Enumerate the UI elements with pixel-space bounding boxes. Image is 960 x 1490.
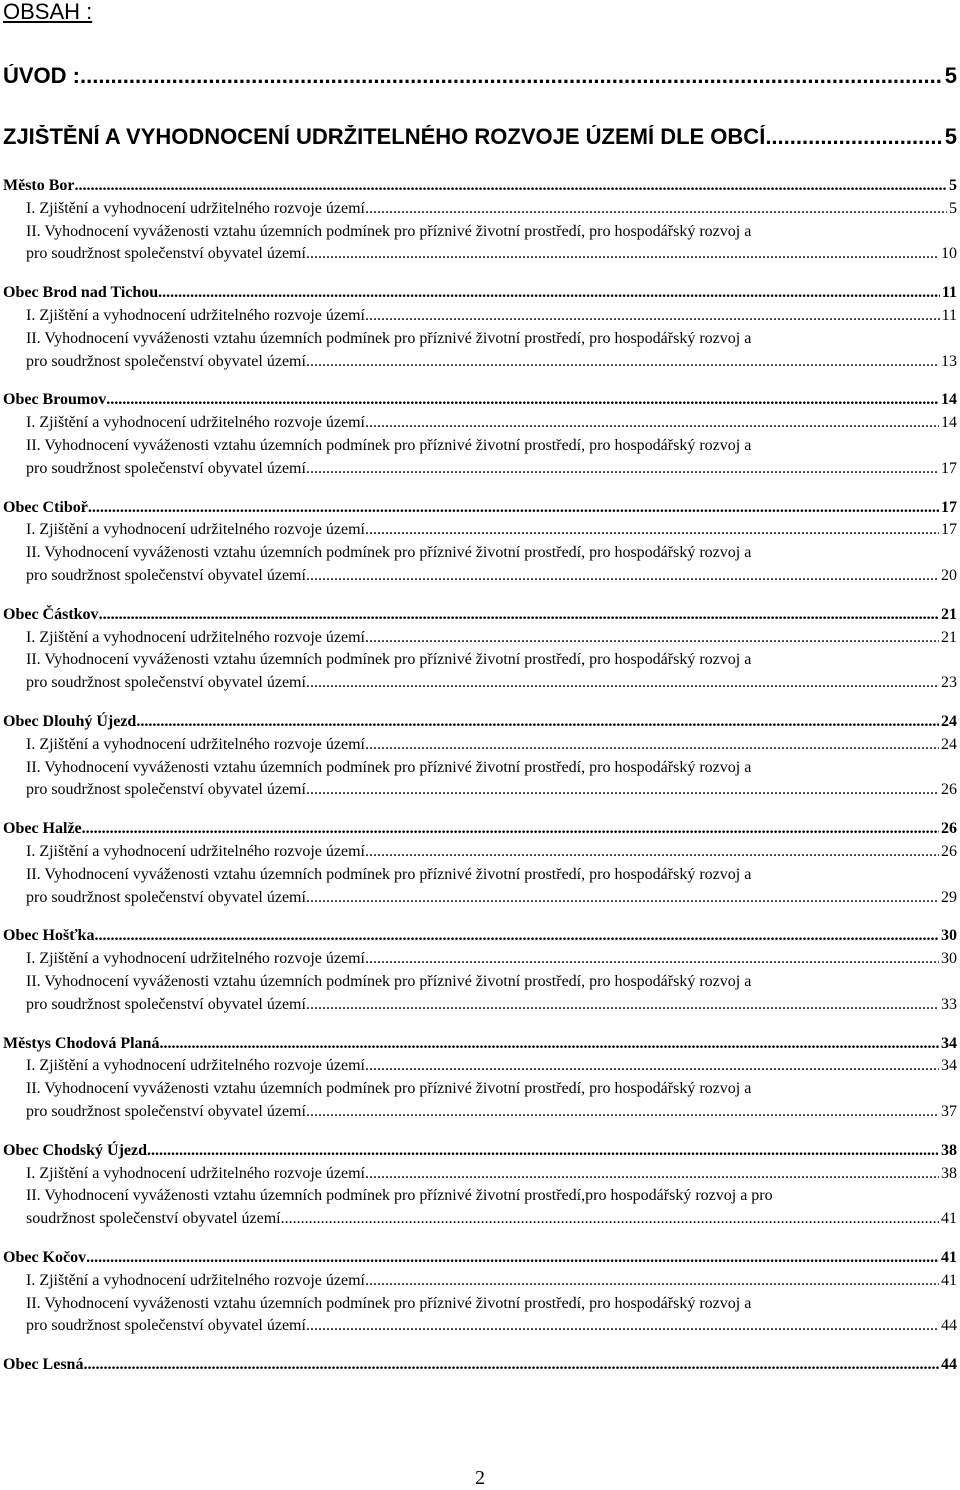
toc-entry-page: 30 bbox=[941, 927, 957, 945]
toc-entry-title: ZJIŠTĚNÍ A VYHODNOCENÍ UDRŽITELNÉHO ROZVOJE ÚZEMÍ DLE OBCÍ bbox=[3, 125, 766, 149]
toc-entry-page: 29 bbox=[941, 888, 957, 906]
toc-municipality-entry[interactable] bbox=[3, 389, 957, 411]
toc-entry-page: 26 bbox=[941, 781, 957, 799]
toc-entry-title: I. Zjištění a vyhodnocení udržitelného rozvoje území bbox=[26, 735, 365, 753]
toc-dot-leader bbox=[306, 887, 939, 909]
toc-section-entry[interactable] bbox=[26, 565, 957, 587]
toc-entry-title: soudržnost společenství obyvatel území bbox=[26, 1210, 281, 1228]
toc-dot-leader bbox=[365, 948, 939, 970]
toc-entry-title: I. Zjištění a vyhodnocení udržitelného rozvoje území bbox=[26, 843, 365, 860]
toc-entry-title: I. Zjištění a vyhodnocení udržitelného rozvoje území bbox=[26, 1164, 365, 1182]
toc-entry-page: 41 bbox=[941, 1210, 957, 1228]
toc-section-entry[interactable] bbox=[26, 1101, 957, 1123]
toc-section-entry-line[interactable]: II. Vyhodnocení vyváženosti vztahu územních podmínek pro příznivé životní prostředí,pro hospodářský rozvoj a pro bbox=[26, 1187, 773, 1205]
toc-entry-page: 5 bbox=[944, 125, 957, 149]
toc-dot-leader bbox=[306, 351, 939, 373]
toc-entry-page: 30 bbox=[941, 950, 957, 968]
toc-dot-leader bbox=[365, 627, 939, 649]
toc-heading: OBSAH : bbox=[3, 0, 93, 24]
toc-dot-leader bbox=[365, 734, 939, 756]
toc-entry-page: 26 bbox=[941, 820, 957, 838]
toc-municipality-entry[interactable] bbox=[3, 1354, 957, 1376]
toc-dot-leader bbox=[106, 389, 939, 411]
toc-entry-title: Městys Chodová Planá bbox=[3, 1034, 160, 1052]
toc-dot-leader bbox=[365, 1055, 939, 1077]
toc-municipality-entry[interactable] bbox=[3, 925, 957, 947]
toc-section-entry-line[interactable]: II. Vyhodnocení vyváženosti vztahu územních podmínek pro příznivé životní prostředí, pro hospodářský rozvoj a bbox=[26, 544, 752, 562]
toc-entry-title: pro soudržnost společenství obyvatel území bbox=[26, 1103, 306, 1120]
toc-entry-title: pro soudržnost společenství obyvatel území bbox=[26, 352, 306, 370]
toc-section-entry-line[interactable]: II. Vyhodnocení vyváženosti vztahu územních podmínek pro příznivé životní prostředí, pro hospodářský rozvoj a bbox=[26, 865, 752, 883]
toc-entry-page: 5 bbox=[949, 199, 957, 217]
toc-entry-page: 17 bbox=[941, 498, 957, 516]
toc-entry-page: 26 bbox=[941, 843, 957, 860]
toc-dot-leader bbox=[88, 497, 939, 519]
toc-section-entry-line[interactable]: II. Vyhodnocení vyváženosti vztahu územních podmínek pro příznivé životní prostředí, pro hospodářský rozvoj a bbox=[26, 329, 752, 347]
toc-entry-title: I. Zjištění a vyhodnocení udržitelného rozvoje území bbox=[26, 521, 365, 539]
toc-dot-leader bbox=[147, 1140, 939, 1162]
toc-dot-leader bbox=[365, 841, 939, 863]
toc-dot-leader bbox=[82, 818, 939, 840]
toc-entry-title: I. Zjištění a vyhodnocení udržitelného rozvoje území bbox=[26, 199, 365, 217]
toc-entry-title: Obec Ctiboř bbox=[3, 498, 88, 516]
toc-entry-title: I. Zjištění a vyhodnocení udržitelného rozvoje území bbox=[26, 307, 365, 324]
toc-entry-page: 38 bbox=[941, 1141, 957, 1159]
toc-section-entry-line[interactable]: II. Vyhodnocení vyváženosti vztahu územních podmínek pro příznivé životní prostředí, pro hospodářský rozvoj a bbox=[26, 758, 752, 776]
toc-entry-title: pro soudržnost společenství obyvatel území bbox=[26, 1317, 306, 1335]
toc-section-entry[interactable] bbox=[26, 243, 957, 265]
toc-dot-leader bbox=[365, 305, 940, 327]
toc-entry-page: 13 bbox=[941, 352, 957, 370]
page-number: 2 bbox=[475, 1467, 485, 1489]
toc-section-entry[interactable] bbox=[26, 1163, 957, 1185]
toc-entry-title: Město Bor bbox=[3, 177, 75, 194]
toc-entry-title: Obec Brod nad Tichou bbox=[3, 284, 159, 302]
toc-entry-page: 24 bbox=[941, 713, 957, 730]
toc-section-entry[interactable] bbox=[26, 734, 957, 756]
toc-dot-leader bbox=[365, 198, 947, 220]
toc-entry-title: I. Zjištění a vyhodnocení udržitelného rozvoje území bbox=[26, 1057, 365, 1075]
toc-dot-leader bbox=[306, 994, 939, 1016]
toc-section-entry[interactable] bbox=[26, 994, 957, 1016]
toc-dot-leader bbox=[306, 1101, 939, 1123]
toc-entry-page: 41 bbox=[941, 1249, 957, 1266]
toc-entry-title: Obec Kočov bbox=[3, 1249, 87, 1266]
toc-entry-page: 5 bbox=[949, 177, 957, 194]
toc-section-entry[interactable] bbox=[26, 351, 957, 373]
toc-municipality-entry[interactable] bbox=[3, 175, 957, 197]
toc-entry-page: 14 bbox=[941, 391, 957, 409]
toc-dot-leader bbox=[306, 672, 939, 694]
toc-entry-page: 5 bbox=[944, 64, 957, 88]
toc-entry-title: I. Zjištění a vyhodnocení udržitelného rozvoje území bbox=[26, 628, 365, 646]
toc-dot-leader bbox=[306, 779, 939, 801]
toc-entry-title: Obec Halže bbox=[3, 820, 82, 838]
toc-entry-title: Obec Lesná bbox=[3, 1356, 84, 1374]
toc-entry-title: I. Zjištění a vyhodnocení udržitelného rozvoje území bbox=[26, 950, 365, 968]
toc-entry-title: Obec Hošťka bbox=[3, 927, 95, 945]
toc-section-entry-line[interactable]: II. Vyhodnocení vyváženosti vztahu územních podmínek pro příznivé životní prostředí, pro hospodářský rozvoj a bbox=[26, 1080, 752, 1098]
toc-municipality-entry[interactable] bbox=[3, 497, 957, 519]
toc-entry-title: Obec Broumov bbox=[3, 391, 107, 409]
toc-municipality-entry[interactable] bbox=[3, 1033, 957, 1055]
toc-entry-page: 23 bbox=[941, 674, 957, 692]
toc-entry-page: 44 bbox=[941, 1317, 957, 1335]
toc-municipality-entry[interactable] bbox=[3, 1247, 957, 1269]
toc-section-entry-line[interactable]: II. Vyhodnocení vyváženosti vztahu územních podmínek pro příznivé životní prostředí, pro hospodářský rozvoj a bbox=[26, 973, 752, 990]
toc-entry-title: pro soudržnost společenství obyvatel území bbox=[26, 995, 306, 1013]
toc-entry-page: 37 bbox=[941, 1103, 957, 1120]
toc-entry-page: 21 bbox=[941, 605, 957, 623]
toc-section-entry[interactable] bbox=[26, 1055, 957, 1077]
toc-dot-leader bbox=[306, 458, 939, 480]
toc-section-entry-line[interactable]: II. Vyhodnocení vyváženosti vztahu územních podmínek pro příznivé životní prostředí, pro hospodářský rozvoj a bbox=[26, 222, 752, 240]
toc-entry-title: pro soudržnost společenství obyvatel území bbox=[26, 459, 306, 477]
toc-entry-page: 11 bbox=[941, 284, 957, 302]
toc-entry-page: 44 bbox=[941, 1356, 957, 1374]
toc-entry-page: 34 bbox=[941, 1057, 957, 1075]
toc-entry-title: pro soudržnost společenství obyvatel území bbox=[26, 888, 306, 906]
toc-section-entry-line[interactable]: II. Vyhodnocení vyváženosti vztahu územních podmínek pro příznivé životní prostředí, pro hospodářský rozvoj a bbox=[26, 437, 752, 454]
toc-section-entry[interactable] bbox=[26, 1315, 957, 1337]
toc-entry-page: 14 bbox=[941, 414, 957, 432]
toc-dot-leader bbox=[306, 243, 939, 265]
toc-dot-leader bbox=[159, 1033, 939, 1055]
toc-dot-leader bbox=[306, 1315, 939, 1337]
toc-section-entry[interactable] bbox=[26, 412, 957, 434]
toc-section-entry[interactable] bbox=[26, 458, 957, 480]
toc-dot-leader bbox=[281, 1208, 939, 1230]
toc-entry-title: pro soudržnost společenství obyvatel území bbox=[26, 567, 306, 584]
toc-entry-uvod[interactable] bbox=[3, 64, 957, 88]
toc-dot-leader bbox=[306, 565, 939, 587]
toc-dot-leader bbox=[80, 64, 943, 88]
toc-section-entry[interactable] bbox=[26, 1208, 957, 1230]
toc-municipality-entry[interactable] bbox=[3, 1140, 957, 1162]
toc-entry-title: pro soudržnost společenství obyvatel území bbox=[26, 674, 306, 692]
toc-section-entry[interactable] bbox=[26, 948, 957, 970]
toc-entry-title: Obec Chodský Újezd bbox=[3, 1141, 148, 1159]
toc-entry-title: Obec Částkov bbox=[3, 605, 99, 623]
toc-dot-leader bbox=[365, 1163, 939, 1185]
toc-entry-page: 34 bbox=[941, 1034, 957, 1052]
toc-dot-leader bbox=[158, 282, 940, 304]
toc-entry-page: 20 bbox=[941, 567, 957, 584]
toc-entry-page: 17 bbox=[941, 521, 957, 539]
toc-dot-leader bbox=[765, 125, 942, 149]
toc-entry-page: 41 bbox=[941, 1271, 957, 1289]
toc-entry-page: 11 bbox=[941, 307, 957, 324]
toc-dot-leader bbox=[75, 175, 947, 197]
toc-dot-leader bbox=[365, 1270, 939, 1292]
toc-section-entry[interactable] bbox=[26, 627, 957, 649]
toc-section-entry[interactable] bbox=[26, 672, 957, 694]
toc-dot-leader bbox=[94, 925, 939, 947]
toc-section-entry[interactable] bbox=[26, 887, 957, 909]
toc-entry-page: 24 bbox=[941, 735, 957, 753]
toc-entry-title: I. Zjištění a vyhodnocení udržitelného rozvoje území bbox=[26, 414, 365, 432]
toc-entry-title: pro soudržnost společenství obyvatel území bbox=[26, 245, 306, 263]
toc-entry-title: Obec Dlouhý Újezd bbox=[3, 713, 137, 730]
toc-municipality-entry[interactable] bbox=[3, 282, 957, 304]
toc-entry-page: 10 bbox=[941, 245, 957, 263]
toc-dot-leader bbox=[99, 604, 939, 626]
toc-section-entry[interactable] bbox=[26, 779, 957, 801]
toc-municipality-entry[interactable] bbox=[3, 711, 957, 733]
toc-entry-page: 38 bbox=[941, 1164, 957, 1182]
toc-dot-leader bbox=[365, 519, 939, 541]
toc-entry-title: ÚVOD : bbox=[3, 64, 80, 88]
toc-municipality-entry[interactable] bbox=[3, 818, 957, 840]
toc-entry-page: 33 bbox=[941, 995, 957, 1013]
toc-section-entry[interactable] bbox=[26, 841, 957, 863]
toc-dot-leader bbox=[83, 1354, 939, 1376]
toc-section-entry[interactable] bbox=[26, 305, 957, 327]
toc-entry-zjisteni[interactable] bbox=[3, 125, 957, 149]
toc-entry-page: 21 bbox=[941, 628, 957, 646]
toc-dot-leader bbox=[136, 711, 939, 733]
toc-entry-title: I. Zjištění a vyhodnocení udržitelného rozvoje území bbox=[26, 1271, 365, 1289]
toc-entry-page: 17 bbox=[941, 459, 957, 477]
toc-section-entry-line[interactable]: II. Vyhodnocení vyváženosti vztahu územních podmínek pro příznivé životní prostředí, pro hospodářský rozvoj a bbox=[26, 651, 752, 669]
toc-dot-leader bbox=[365, 412, 939, 434]
toc-section-entry[interactable] bbox=[26, 198, 957, 220]
toc-section-entry[interactable] bbox=[26, 1270, 957, 1292]
toc-section-entry[interactable] bbox=[26, 519, 957, 541]
toc-section-entry-line[interactable]: II. Vyhodnocení vyváženosti vztahu územních podmínek pro příznivé životní prostředí, pro hospodářský rozvoj a bbox=[26, 1294, 752, 1312]
toc-dot-leader bbox=[86, 1247, 939, 1269]
toc-municipality-entry[interactable] bbox=[3, 604, 957, 626]
toc-entry-title: pro soudržnost společenství obyvatel území bbox=[26, 781, 306, 799]
